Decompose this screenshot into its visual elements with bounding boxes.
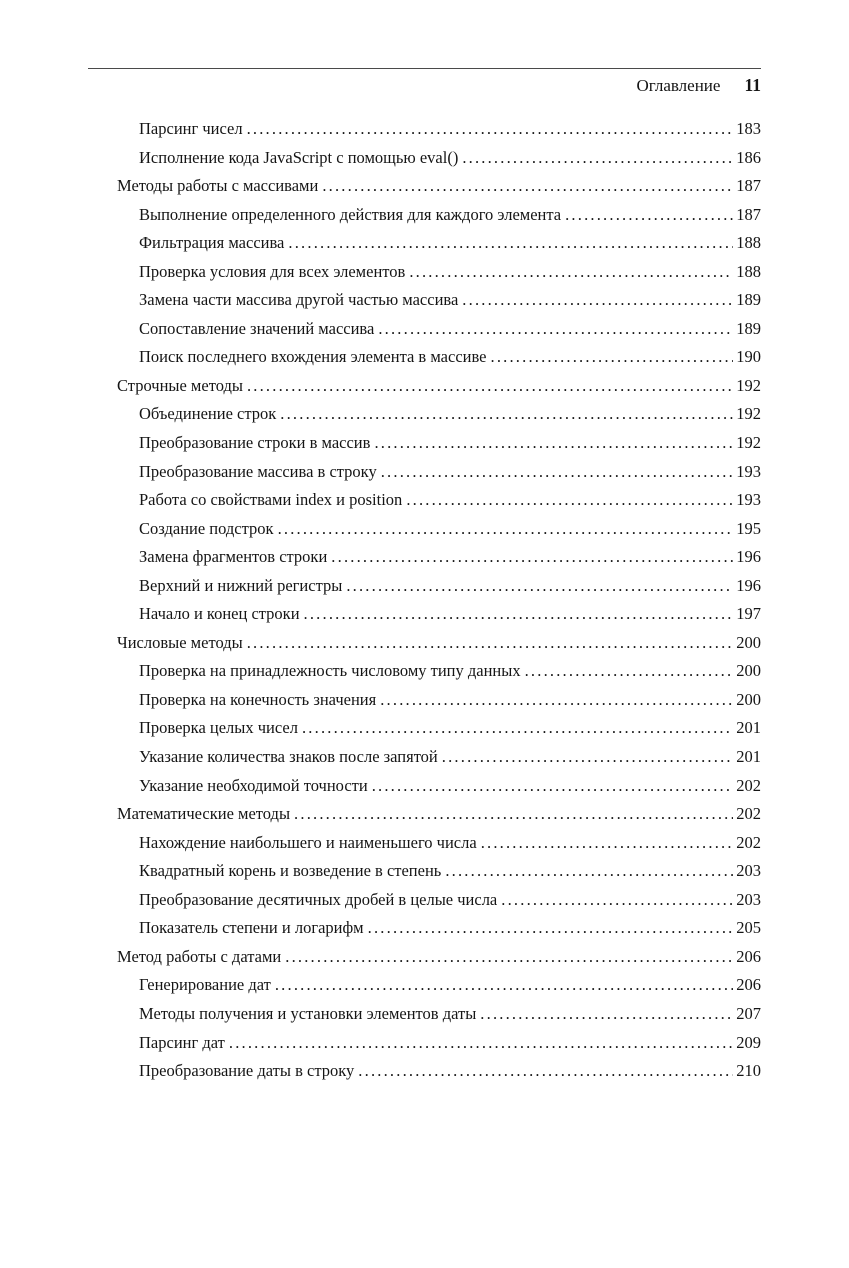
toc-entry-title: Преобразование строки в массив bbox=[139, 433, 371, 453]
dot-leader bbox=[481, 829, 734, 858]
dot-leader bbox=[331, 543, 733, 572]
toc-entry-page: 196 bbox=[736, 547, 761, 567]
toc-entry-page: 196 bbox=[736, 575, 761, 595]
dot-leader bbox=[368, 914, 734, 943]
toc-entry-title: Проверка условия для всех элементов bbox=[139, 261, 406, 281]
toc-entry bbox=[88, 886, 761, 915]
dot-leader bbox=[442, 743, 733, 772]
dot-leader bbox=[462, 286, 733, 315]
toc-entry bbox=[88, 914, 761, 943]
toc-entry-title: Нахождение наибольшего и наименьшего числа bbox=[139, 832, 477, 852]
toc-entry bbox=[88, 572, 761, 601]
toc-entry bbox=[88, 1057, 761, 1086]
dot-leader bbox=[406, 486, 733, 515]
toc-entry-page: 207 bbox=[736, 1003, 761, 1023]
dot-leader bbox=[565, 201, 733, 230]
dot-leader bbox=[378, 315, 733, 344]
toc-entry-page: 200 bbox=[736, 661, 761, 681]
dot-leader bbox=[294, 800, 733, 829]
toc-entry-title: Методы работы с массивами bbox=[117, 176, 319, 196]
dot-leader bbox=[285, 943, 733, 972]
dot-leader bbox=[380, 686, 733, 715]
dot-leader bbox=[409, 258, 733, 287]
toc-entry-title: Проверка на принадлежность числовому типу данных bbox=[139, 661, 521, 681]
header-title: Оглавление bbox=[636, 76, 721, 95]
page-header bbox=[88, 74, 761, 97]
toc-entry-page: 203 bbox=[736, 861, 761, 881]
toc-entry bbox=[88, 115, 761, 144]
toc-entry-page: 206 bbox=[736, 946, 761, 966]
toc-entry-title: Строчные методы bbox=[117, 375, 243, 395]
dot-leader bbox=[280, 400, 733, 429]
toc-entry-title: Методы получения и установки элементов даты bbox=[139, 1003, 477, 1023]
toc-entry bbox=[88, 629, 761, 658]
toc-entry-title: Генерирование дат bbox=[139, 975, 271, 995]
toc-entry-title: Проверка на конечность значения bbox=[139, 689, 377, 709]
toc-entry-page: 189 bbox=[736, 290, 761, 310]
dot-leader bbox=[247, 629, 734, 658]
toc-entry bbox=[88, 943, 761, 972]
toc-entry bbox=[88, 458, 761, 487]
toc-entry bbox=[88, 400, 761, 429]
dot-leader bbox=[525, 657, 734, 686]
dot-leader bbox=[275, 971, 733, 1000]
dot-leader bbox=[247, 115, 734, 144]
toc-entry bbox=[88, 486, 761, 515]
toc-entry-page: 200 bbox=[736, 632, 761, 652]
toc-entry bbox=[88, 971, 761, 1000]
toc-entry-title: Создание подстрок bbox=[139, 518, 274, 538]
toc-entry-page: 192 bbox=[736, 404, 761, 424]
toc-entry bbox=[88, 172, 761, 201]
toc-entry-page: 183 bbox=[736, 119, 761, 138]
toc-entry-page: 190 bbox=[736, 347, 761, 367]
toc-entry-title: Поиск последнего вхождения элемента в массиве bbox=[139, 347, 487, 367]
toc-entry-page: 209 bbox=[736, 1032, 761, 1052]
toc-entry bbox=[88, 857, 761, 886]
toc-entry-page: 197 bbox=[736, 604, 761, 624]
dot-leader bbox=[229, 1029, 733, 1058]
toc-entry-page: 193 bbox=[736, 490, 761, 510]
toc-entry bbox=[88, 600, 761, 629]
dot-leader bbox=[374, 429, 733, 458]
toc-entry bbox=[88, 343, 761, 372]
toc-entry bbox=[88, 515, 761, 544]
toc-entry-page: 210 bbox=[736, 1061, 761, 1081]
toc-entry-page: 189 bbox=[736, 318, 761, 338]
toc-entry bbox=[88, 286, 761, 315]
toc-entry-page: 187 bbox=[736, 204, 761, 224]
toc-entry-page: 200 bbox=[736, 689, 761, 709]
toc-entry-title: Выполнение определенного действия для каждого элемента bbox=[139, 204, 562, 224]
dot-leader bbox=[346, 572, 733, 601]
toc-entry-title: Преобразование даты в строку bbox=[139, 1061, 355, 1081]
toc-entry-title: Объединение строк bbox=[139, 404, 277, 424]
toc-entry-page: 186 bbox=[736, 147, 761, 167]
toc-entry-title: Преобразование десятичных дробей в целые числа bbox=[139, 889, 498, 909]
dot-leader bbox=[381, 458, 734, 487]
toc-entry-page: 202 bbox=[736, 832, 761, 852]
toc-entry-title: Квадратный корень и возведение в степень bbox=[139, 861, 442, 881]
toc-entry bbox=[88, 657, 761, 686]
toc-entry-page: 202 bbox=[736, 775, 761, 795]
toc-entry bbox=[88, 229, 761, 258]
toc-entry bbox=[88, 429, 761, 458]
toc-entry-page: 201 bbox=[736, 747, 761, 767]
toc-entry bbox=[88, 800, 761, 829]
toc-entry-page: 201 bbox=[736, 718, 761, 738]
toc-entry-title: Парсинг чисел bbox=[139, 119, 243, 138]
toc-entry-page: 205 bbox=[736, 918, 761, 938]
toc-entry-page: 188 bbox=[736, 233, 761, 253]
toc-entry bbox=[88, 543, 761, 572]
toc-entry bbox=[88, 772, 761, 801]
toc-entry-title: Замена части массива другой частью массива bbox=[139, 290, 459, 310]
toc-entry bbox=[88, 144, 761, 173]
toc-entry bbox=[88, 1000, 761, 1029]
toc-entry-page: 192 bbox=[736, 375, 761, 395]
toc-page bbox=[88, 68, 761, 1086]
toc-entry bbox=[88, 714, 761, 743]
toc-entry bbox=[88, 258, 761, 287]
toc-entry-title: Парсинг дат bbox=[139, 1032, 225, 1052]
toc-entry bbox=[88, 686, 761, 715]
toc-entry-title: Преобразование массива в строку bbox=[139, 461, 377, 481]
toc-entry-title: Числовые методы bbox=[117, 632, 243, 652]
toc-list bbox=[88, 115, 761, 1086]
toc-entry-page: 203 bbox=[736, 889, 761, 909]
toc-entry-page: 206 bbox=[736, 975, 761, 995]
dot-leader bbox=[302, 714, 733, 743]
toc-entry-title: Замена фрагментов строки bbox=[139, 547, 328, 567]
toc-entry bbox=[88, 201, 761, 230]
dot-leader bbox=[358, 1057, 733, 1086]
toc-entry-title: Показатель степени и логарифм bbox=[139, 918, 364, 938]
dot-leader bbox=[304, 600, 734, 629]
toc-entry-page: 195 bbox=[736, 518, 761, 538]
toc-entry-title: Верхний и нижний регистры bbox=[139, 575, 343, 595]
toc-entry-title: Работа со свойствами index и position bbox=[139, 490, 403, 510]
dot-leader bbox=[372, 772, 734, 801]
toc-entry-title: Фильтрация массива bbox=[139, 233, 285, 253]
toc-entry-page: 193 bbox=[736, 461, 761, 481]
toc-entry bbox=[88, 829, 761, 858]
toc-entry-title: Исполнение кода JavaScript с помощью eval() bbox=[139, 147, 459, 167]
header-rule bbox=[88, 68, 761, 69]
dot-leader bbox=[445, 857, 733, 886]
toc-entry-title: Проверка целых чисел bbox=[139, 718, 298, 738]
header-page-number: 11 bbox=[744, 75, 761, 95]
toc-entry bbox=[88, 1029, 761, 1058]
dot-leader bbox=[278, 515, 734, 544]
dot-leader bbox=[480, 1000, 733, 1029]
toc-entry bbox=[88, 372, 761, 401]
dot-leader bbox=[322, 172, 733, 201]
toc-entry-page: 188 bbox=[736, 261, 761, 281]
toc-entry-title: Математические методы bbox=[117, 804, 291, 824]
toc-entry bbox=[88, 315, 761, 344]
toc-entry-title: Метод работы с датами bbox=[117, 946, 282, 966]
toc-entry-page: 192 bbox=[736, 433, 761, 453]
dot-leader bbox=[247, 372, 733, 401]
toc-entry-page: 202 bbox=[736, 804, 761, 824]
toc-entry-title: Указание необходимой точности bbox=[139, 775, 368, 795]
toc-entry-title: Начало и конец строки bbox=[139, 604, 300, 624]
toc-entry-title: Указание количества знаков после запятой bbox=[139, 747, 438, 767]
toc-entry-page: 187 bbox=[736, 176, 761, 196]
toc-entry bbox=[88, 743, 761, 772]
dot-leader bbox=[462, 144, 733, 173]
dot-leader bbox=[288, 229, 733, 258]
toc-entry-title: Сопоставление значений массива bbox=[139, 318, 375, 338]
dot-leader bbox=[501, 886, 733, 915]
dot-leader bbox=[491, 343, 734, 372]
